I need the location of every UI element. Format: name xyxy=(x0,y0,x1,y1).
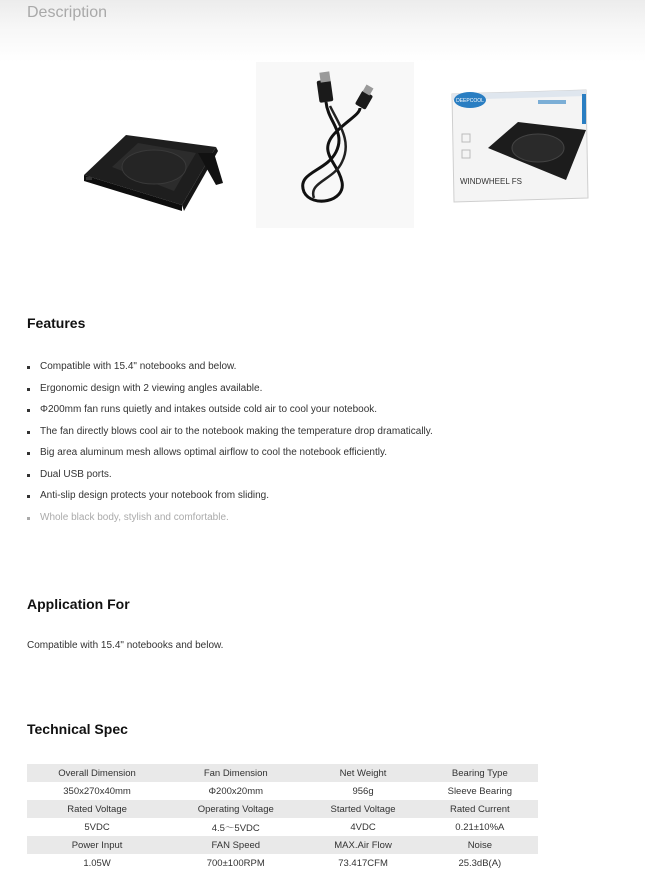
bullet-icon xyxy=(27,388,30,391)
spec-cell: 5VDC xyxy=(27,818,167,836)
cooling-pad-image xyxy=(78,125,228,215)
spec-cell: 956g xyxy=(304,782,421,800)
bullet-icon xyxy=(27,517,30,520)
description-title: Description xyxy=(27,4,108,21)
spec-table xyxy=(27,764,538,872)
application-text: Compatible with 15.4" notebooks and below. xyxy=(27,640,224,651)
spec-header-row xyxy=(27,836,538,854)
spec-cell: MAX.Air Flow xyxy=(304,836,421,854)
bullet-icon xyxy=(27,452,30,455)
spec-cell: Power Input xyxy=(27,836,167,854)
feature-item: Compatible with 15.4" notebooks and below. xyxy=(27,359,433,381)
spec-cell: 73.417CFM xyxy=(304,854,421,872)
feature-item: Anti-slip design protects your notebook from sliding. xyxy=(27,488,433,510)
spec-cell: Rated Current xyxy=(422,800,538,818)
spec-cell: 700±100RPM xyxy=(167,854,304,872)
spec-cell: Fan Dimension xyxy=(167,764,304,782)
bullet-icon xyxy=(27,409,30,412)
product-box-image xyxy=(448,86,590,204)
feature-item: Dual USB ports. xyxy=(27,467,433,489)
box-product-name: WINDWHEEL FS xyxy=(460,177,522,186)
features-list xyxy=(27,359,433,531)
application-title: Application For xyxy=(27,596,130,612)
spec-cell: Φ200x20mm xyxy=(167,782,304,800)
usb-cable-image xyxy=(256,62,414,228)
spec-value-row xyxy=(27,818,538,836)
feature-item: Big area aluminum mesh allows optimal airflow to cool the notebook efficiently. xyxy=(27,445,433,467)
feature-item: The fan directly blows cool air to the notebook making the temperature drop dramatically. xyxy=(27,424,433,446)
spec-value-row xyxy=(27,854,538,872)
spec-cell: Overall Dimension xyxy=(27,764,167,782)
bullet-icon xyxy=(27,495,30,498)
spec-cell: Net Weight xyxy=(304,764,421,782)
bullet-icon xyxy=(27,474,30,477)
spec-cell: FAN Speed xyxy=(167,836,304,854)
spec-cell: Started Voltage xyxy=(304,800,421,818)
bullet-icon xyxy=(27,366,30,369)
spec-title: Technical Spec xyxy=(27,721,128,737)
spec-cell: Sleeve Bearing xyxy=(422,782,538,800)
spec-cell: Bearing Type xyxy=(422,764,538,782)
spec-cell: 1.05W xyxy=(27,854,167,872)
spec-cell: 4.5～5VDC xyxy=(167,818,304,836)
spec-header-row xyxy=(27,764,538,782)
spec-value-row xyxy=(27,782,538,800)
spec-cell: 25.3dB(A) xyxy=(422,854,538,872)
box-brand-logo: DEEPCOOL xyxy=(456,98,484,104)
spec-cell: Noise xyxy=(422,836,538,854)
spec-header-row xyxy=(27,800,538,818)
feature-item: Whole black body, stylish and comfortable. xyxy=(27,510,433,532)
spec-cell: Operating Voltage xyxy=(167,800,304,818)
spec-cell: 4VDC xyxy=(304,818,421,836)
spec-cell: 0.21±10%A xyxy=(422,818,538,836)
spec-cell: 350x270x40mm xyxy=(27,782,167,800)
spec-cell: Rated Voltage xyxy=(27,800,167,818)
feature-item: Φ200mm fan runs quietly and intakes outside cold air to cool your notebook. xyxy=(27,402,433,424)
features-title: Features xyxy=(27,315,86,331)
bullet-icon xyxy=(27,431,30,434)
feature-item: Ergonomic design with 2 viewing angles available. xyxy=(27,381,433,403)
